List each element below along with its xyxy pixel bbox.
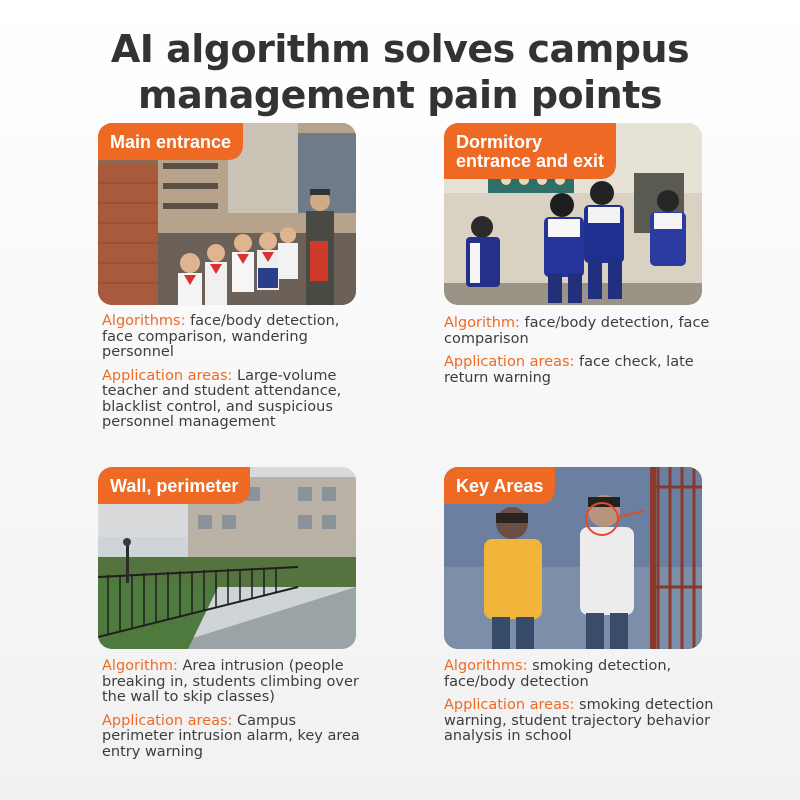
algorithm-label: Algorithms:	[444, 658, 528, 674]
application-label: Application areas:	[102, 367, 233, 384]
wall-perimeter-description	[102, 659, 372, 768]
wall-perimeter-photo	[98, 467, 356, 649]
algorithm-label: Algorithm:	[102, 658, 178, 674]
algorithm-paragraph	[444, 316, 714, 347]
application-paragraph	[444, 355, 714, 386]
tag-main-entrance: Main entrance	[98, 123, 243, 160]
algorithm-text: face/body detection, face comparison, wandering personnel	[102, 313, 340, 360]
main-entrance-description	[102, 314, 372, 439]
application-text: face check, late return warning	[444, 354, 694, 386]
title-line-2: management pain points	[137, 73, 663, 117]
application-text: Large-volume teacher and student attendance, blacklist control, and suspicious personnel management	[102, 367, 342, 430]
algorithm-paragraph	[444, 659, 714, 690]
algorithm-label: Algorithms:	[102, 313, 186, 329]
page-title	[0, 26, 800, 118]
application-paragraph	[102, 369, 372, 431]
application-label: Application areas:	[444, 697, 575, 713]
application-label: Application areas:	[102, 712, 233, 729]
algorithm-label: Algorithm:	[444, 315, 520, 331]
dormitory-photo	[444, 123, 702, 305]
application-label: Application areas:	[444, 354, 575, 370]
application-paragraph	[444, 698, 714, 745]
application-paragraph	[102, 714, 372, 761]
algorithm-text: Area intrusion (people breaking in, students climbing over the wall to skip classes)	[102, 658, 359, 705]
title-line-1: AI algorithm solves campus	[110, 27, 690, 71]
algorithm-text: smoking detection, face/body detection	[444, 658, 672, 690]
tag-key-areas: Key Areas	[444, 467, 555, 504]
algorithm-paragraph	[102, 659, 372, 706]
algorithm-paragraph	[102, 314, 372, 361]
application-text: smoking detection warning, student trajectory behavior analysis in school	[444, 697, 714, 744]
key-areas-description	[444, 659, 714, 753]
main-entrance-photo	[98, 123, 356, 305]
tag-dormitory: Dormitory entrance and exit	[444, 123, 616, 179]
key-areas-photo	[444, 467, 702, 649]
algorithm-text: face/body detection, face comparison	[444, 315, 710, 347]
tag-wall-perimeter: Wall, perimeter	[98, 467, 250, 504]
dormitory-description	[444, 316, 714, 394]
application-text: Campus perimeter intrusion alarm, key area entry warning	[102, 712, 360, 760]
